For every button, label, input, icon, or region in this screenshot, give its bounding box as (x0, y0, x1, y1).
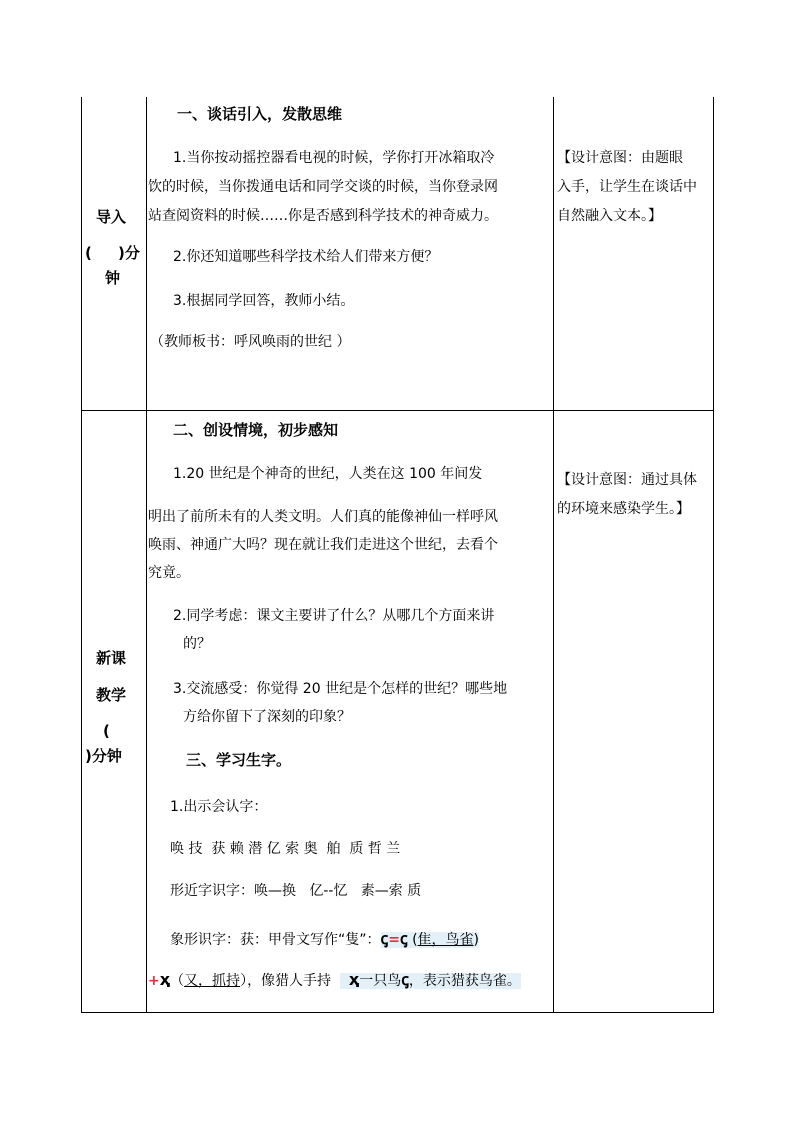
section1-design-line3: 自然融入文本。】 (557, 208, 662, 224)
you-meaning: 又，抓持 (184, 973, 241, 989)
section2-p1-line4: 究竟。 (148, 565, 190, 581)
table-bottom-border (81, 1012, 714, 1013)
section2-label-line2: 教学 (96, 686, 127, 704)
section1-p3: 3.根据同学回答，教师小结。 (173, 293, 355, 309)
section2-label-line4: )分钟 (85, 747, 122, 765)
section2-p3-line2: 方给你留下了深刻的印象？ (183, 709, 351, 725)
section1-p1-line2: 饮的时候，当你拨通电话和同学交谈的时候，当你登录网 (148, 179, 498, 195)
plus-sign: + (148, 973, 160, 989)
zhui-meaning: 隹，鸟雀 (417, 932, 474, 948)
section2-label-line1: 新课 (96, 649, 127, 667)
bird-glyph-icon: ꞔ (380, 929, 389, 948)
section2-p2-line1: 2.同学考虑：课文主要讲了什么？从哪几个方面来讲 (173, 608, 495, 624)
section1-label-line2: ( )分 (85, 244, 140, 262)
bird-glyph-icon: ꞔ (401, 970, 409, 989)
section1-p1-line1: 1.当你按动摇控器看电视的时候，学你打开冰箱取冷 (173, 150, 495, 166)
section2-p1-line1: 1.20 世纪是个神奇的世纪，人类在这 100 年间发 (173, 466, 483, 482)
pictograph-intro: 象形识字：获：甲骨文写作“隻”： (170, 932, 381, 948)
section2-label-line3: ( (103, 722, 110, 740)
section2-p1-line2: 明出了前所未有的人类文明。人们真的能像神仙一样呼风 (148, 509, 498, 525)
table-left-border (81, 97, 82, 1012)
section1-design-line2: 入手，让学生在谈话中 (557, 179, 697, 195)
section1-p1-line3: 站查阅资料的时候……你是否感到科学技术的神奇威力。 (148, 208, 498, 224)
hand-glyph-icon: ҳ (348, 970, 360, 989)
table-right-border (713, 97, 714, 1012)
section2-p2-line2: 的？ (183, 636, 211, 652)
pictograph-line1 (170, 929, 479, 950)
pictograph-explanation: ҳ一只鸟ꞔ，表示猎获鸟雀。 (340, 973, 521, 989)
row-divider (81, 410, 714, 411)
pictograph-formula: ꞔ=ꞔ (隹，鸟雀) (380, 929, 480, 948)
column-divider-2 (553, 97, 554, 1012)
section2-p3-line1: 3.交流感受：你觉得 20 世纪是个怎样的世纪？哪些地 (173, 681, 508, 697)
section2-p1-line3: 唤雨、神通广大吗？现在就让我们走进这个世纪，去看个 (148, 537, 498, 553)
bird-glyph-icon: ꞔ (399, 929, 408, 948)
section1-label-line3: 钟 (105, 269, 121, 287)
column-divider-1 (146, 97, 147, 1012)
show-chars-label: 1.出示会认字： (170, 799, 268, 815)
section1-heading: 一、谈话引入，发散思维 (177, 105, 343, 123)
section2-heading: 二、创设情境，初步感知 (173, 421, 339, 439)
section1-design-line1: 【设计意图：由题眼 (557, 150, 683, 166)
pictograph-line2: +ҳ（又，抓持），像猎人手持 ҳ一只鸟ꞔ，表示猎获鸟雀。 (148, 970, 521, 989)
equal-sign: = (388, 932, 400, 948)
hand-glyph-icon: ҳ (159, 970, 171, 989)
section3-heading: 三、学习生字。 (186, 751, 292, 769)
section1-label-line1: 导入 (96, 208, 127, 226)
board-note: （教师板书：呼风唤雨的世纪 ） (150, 334, 351, 350)
section1-p2: 2.你还知道哪些科学技术给人们带来方便？ (173, 249, 439, 265)
section2-design-line2: 的环境来感染学生。】 (557, 501, 690, 517)
chars-row: 唤 技 获 赖 潜 亿 索 奥 舶 质 哲 兰 (170, 841, 401, 857)
similar-chars-row: 形近字识字：唤—换 亿--忆 素—索 质 (170, 883, 422, 899)
section2-design-line1: 【设计意图：通过具体 (557, 472, 697, 488)
